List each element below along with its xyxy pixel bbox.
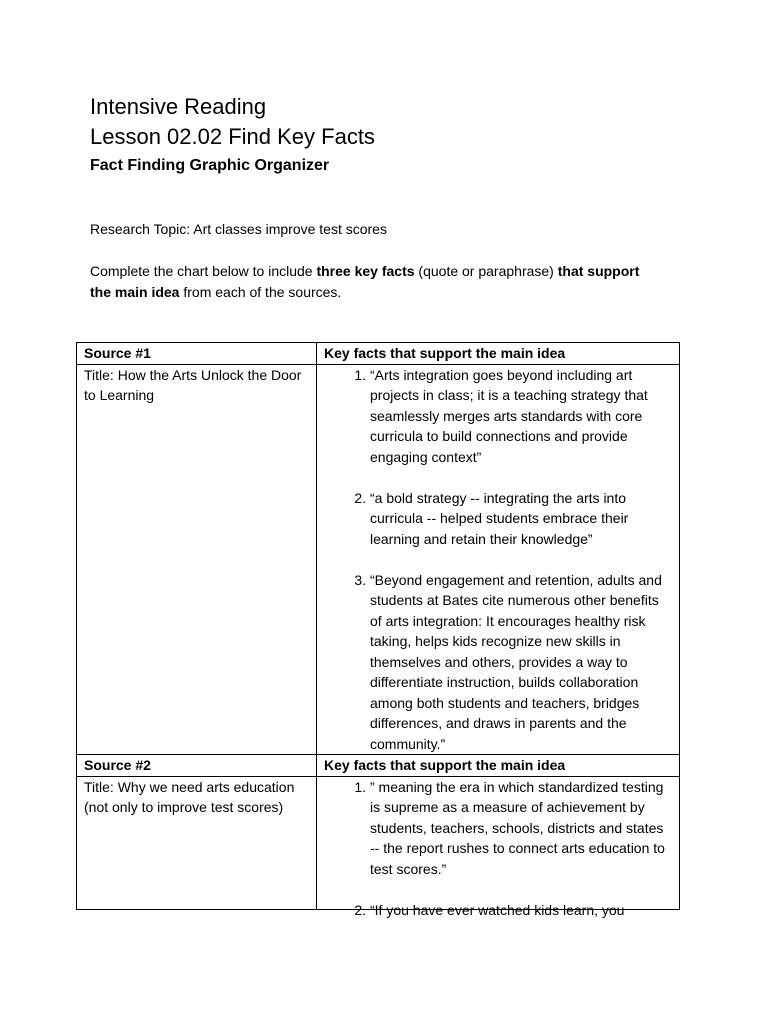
instructions-text: (quote or paraphrase) (414, 263, 558, 279)
instructions-text: Complete the chart below to include (90, 263, 317, 279)
instructions-emphasis: that support the main idea (90, 263, 640, 300)
facts-header-cell: Key facts that support the main idea (317, 755, 680, 777)
source-header-cell: Source #1 (77, 343, 317, 365)
instructions-paragraph (90, 261, 650, 303)
key-fact-item: 3. “Beyond engagement and retention, adults and students at Bates cite numerous other benefits of arts integration: It encourages healthy risk taking, helps kids recognize new skills in themselves and others, provides a way to differentiate instruction, builds collaboration among both students and teachers, bridges differences, and draws in parents and the community.” (370, 570, 671, 755)
instructions-emphasis: three key facts (316, 263, 415, 279)
key-facts-list (324, 365, 671, 755)
table-row (77, 776, 680, 909)
source-title-cell: Title: How the Arts Unlock the Door to Learning (77, 364, 317, 755)
key-facts-list (324, 777, 671, 921)
course-title: Intensive Reading (90, 94, 267, 119)
key-fact-item: 1. “Arts integration goes beyond including art projects in class; it is a teaching strategy that seamlessly merges arts standards with core curricula to build connections and provide engaging context” (370, 365, 671, 468)
table-header-row (77, 755, 680, 777)
key-fact-item: 1. ” meaning the era in which standardized testing is supreme as a measure of achievement by students, teachers, schools, districts and states -- the report rushes to connect arts education to test scores.” (370, 777, 671, 880)
fact-organizer-table (76, 342, 680, 918)
key-facts-cell (317, 776, 680, 918)
source-header-cell: Source #2 (77, 755, 317, 777)
instructions-text: from each of the sources. (179, 284, 342, 300)
research-topic: Research Topic: Art classes improve test scores (90, 221, 387, 237)
key-facts-cell (317, 364, 680, 755)
table-header-row (77, 343, 680, 365)
key-facts-clip (324, 777, 671, 918)
key-fact-item: 2. “a bold strategy -- integrating the arts into curricula -- helped students embrace their learning and retain their knowledge” (370, 488, 671, 550)
organizer-subtitle: Fact Finding Graphic Organizer (90, 157, 330, 174)
table-row (77, 364, 680, 755)
facts-header-cell: Key facts that support the main idea (317, 343, 680, 365)
key-fact-item: 2. “If you have ever watched kids learn, you (370, 900, 671, 921)
source-title-text: Title: Why we need arts education (not only to improve test scores) (84, 778, 295, 815)
source-title-cell (77, 776, 317, 909)
lesson-title: Lesson 02.02 Find Key Facts (90, 124, 375, 149)
